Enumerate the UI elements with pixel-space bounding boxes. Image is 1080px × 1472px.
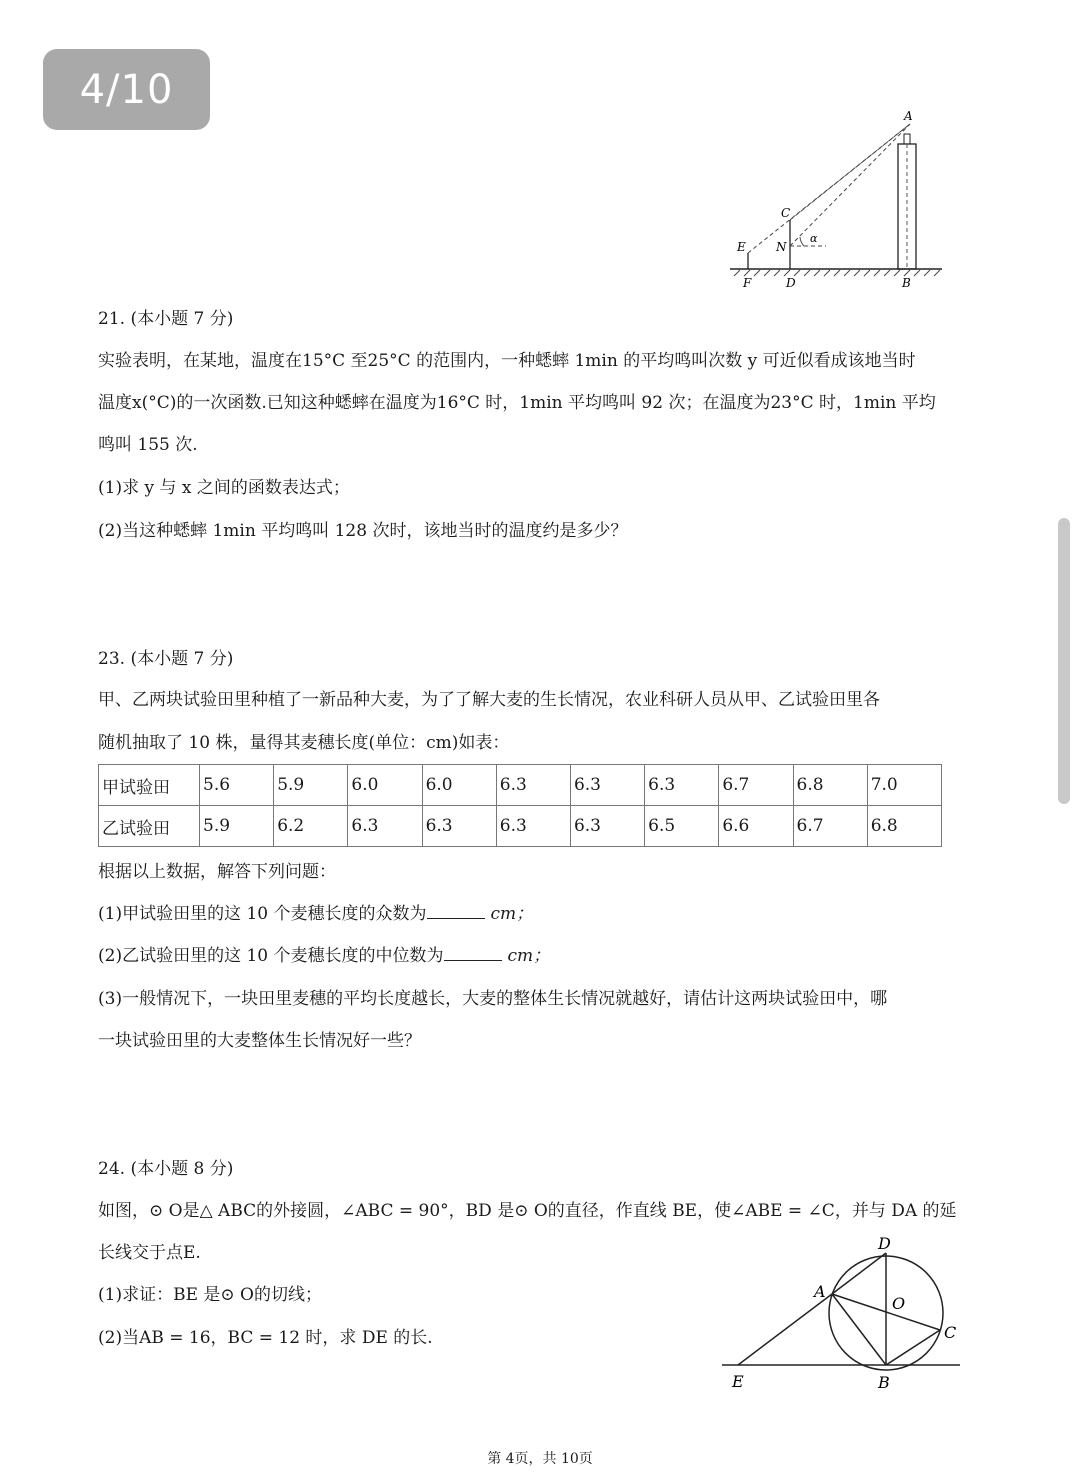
q23-intro-2: 随机抽取了 10 株，量得其麦穗长度(单位：cm)如表： bbox=[98, 733, 510, 753]
q23-part-2-text: (2)乙试验田里的这 10 个麦穗长度的中位数为 bbox=[98, 946, 444, 966]
angle-alpha-arc bbox=[800, 237, 804, 246]
circle-figure bbox=[716, 1234, 966, 1394]
label-n: N bbox=[776, 240, 787, 254]
table-cell: 6.3 bbox=[496, 806, 570, 847]
label-b: B bbox=[878, 1373, 890, 1392]
table-cell: 6.8 bbox=[793, 765, 867, 806]
unit-1: cm； bbox=[490, 904, 534, 924]
label-c: C bbox=[944, 1323, 957, 1342]
label-d: D bbox=[786, 276, 796, 290]
q23-part-3-line-1: (3)一般情况下，一块田里麦穗的平均长度越长，大麦的整体生长情况就越好，请估计这两块试验田中，哪 bbox=[98, 989, 888, 1009]
table-cell: 6.3 bbox=[645, 765, 719, 806]
table-cell: 6.6 bbox=[719, 806, 793, 847]
segment-ea bbox=[738, 1294, 832, 1365]
unit-2: cm； bbox=[507, 946, 551, 966]
label-a: A bbox=[814, 1282, 826, 1301]
q24-part-2: (2)当AB = 16，BC = 12 时，求 DE 的长. bbox=[98, 1328, 433, 1348]
q23-part-3-line-2: 一块试验田里的大麦整体生长情况好一些？ bbox=[98, 1031, 421, 1051]
label-c: C bbox=[781, 206, 791, 220]
table-cell: 6.3 bbox=[422, 806, 496, 847]
q24-header: 24. (本小题 8 分) bbox=[98, 1159, 234, 1179]
label-d: D bbox=[878, 1234, 891, 1253]
table-row-yi bbox=[99, 806, 942, 847]
label-a: A bbox=[904, 109, 913, 123]
label-b: B bbox=[902, 276, 911, 290]
tower-top bbox=[904, 134, 910, 144]
wheat-length-table bbox=[98, 764, 942, 847]
table-cell: 6.7 bbox=[793, 806, 867, 847]
label-e: E bbox=[737, 240, 746, 254]
page-indicator-badge: 4/10 bbox=[43, 49, 210, 130]
q24-line-2: 长线交于点E. bbox=[98, 1243, 201, 1263]
q23-header: 23. (本小题 7 分) bbox=[98, 649, 234, 669]
q23-part-1-text: (1)甲试验田里的这 10 个麦穗长度的众数为 bbox=[98, 904, 427, 924]
answer-blank-2[interactable] bbox=[444, 946, 502, 961]
table-cell: 7.0 bbox=[867, 765, 941, 806]
q23-part-2 bbox=[98, 944, 550, 968]
q23-intro-1: 甲、乙两块试验田里种植了一新品种大麦，为了了解大麦的生长情况，农业科研人员从甲、乙试验田里各 bbox=[98, 690, 880, 710]
q24-part-1: (1)求证：BE 是⊙ O的切线； bbox=[98, 1285, 322, 1305]
table-cell: 6.3 bbox=[570, 806, 644, 847]
table-cell: 6.7 bbox=[719, 765, 793, 806]
q21-header: 21. (本小题 7 分) bbox=[98, 309, 234, 329]
table-cell: 6.3 bbox=[348, 806, 422, 847]
tower-figure bbox=[726, 106, 946, 292]
answer-blank-1[interactable] bbox=[427, 904, 485, 919]
q24-line-1: 如图，⊙ O是△ ABC的外接圆，∠ABC = 90°，BD 是⊙ O的直径，作直线 BE，使∠ABE = ∠C，并与 DA 的延 bbox=[98, 1201, 957, 1221]
sightline-na bbox=[790, 124, 910, 246]
table-cell: 6.5 bbox=[645, 806, 719, 847]
table-row-jia bbox=[99, 765, 942, 806]
q21-line-1: 实验表明，在某地，温度在15°C 至25°C 的范围内，一种蟋蟀 1min 的平均鸣叫次数 y 可近似看成该地当时 bbox=[98, 351, 916, 371]
table-cell: 6.8 bbox=[867, 806, 941, 847]
label-o: O bbox=[892, 1294, 906, 1313]
segment-ad bbox=[832, 1253, 886, 1294]
table-cell: 6.2 bbox=[274, 806, 348, 847]
table-cell: 6.3 bbox=[570, 765, 644, 806]
table-cell: 6.3 bbox=[496, 765, 570, 806]
q21-line-2: 温度x(°C)的一次函数.已知这种蟋蟀在温度为16°C 时，1min 平均鸣叫 92 次；在温度为23°C 时，1min 平均 bbox=[98, 393, 936, 413]
label-alpha: α bbox=[810, 232, 818, 245]
row-label: 甲试验田 bbox=[99, 765, 200, 806]
table-cell: 6.0 bbox=[422, 765, 496, 806]
table-cell: 5.9 bbox=[274, 765, 348, 806]
q21-line-3: 鸣叫 155 次. bbox=[98, 435, 198, 455]
segment-ab bbox=[832, 1294, 886, 1365]
label-e: E bbox=[732, 1372, 744, 1391]
label-f: F bbox=[743, 276, 752, 290]
page-footer: 第 4页，共 10页 bbox=[487, 1451, 593, 1467]
q21-part-1: (1)求 y 与 x 之间的函数表达式； bbox=[98, 478, 350, 498]
row-label: 乙试验田 bbox=[99, 806, 200, 847]
q23-after-table: 根据以上数据，解答下列问题： bbox=[98, 862, 336, 882]
table-cell: 5.9 bbox=[200, 806, 274, 847]
table-cell: 5.6 bbox=[200, 765, 274, 806]
q21-part-2: (2)当这种蟋蟀 1min 平均鸣叫 128 次时，该地当时的温度约是多少？ bbox=[98, 521, 628, 541]
q23-part-1 bbox=[98, 902, 533, 926]
table-cell: 6.0 bbox=[348, 765, 422, 806]
scrollbar-thumb[interactable] bbox=[1058, 518, 1070, 804]
